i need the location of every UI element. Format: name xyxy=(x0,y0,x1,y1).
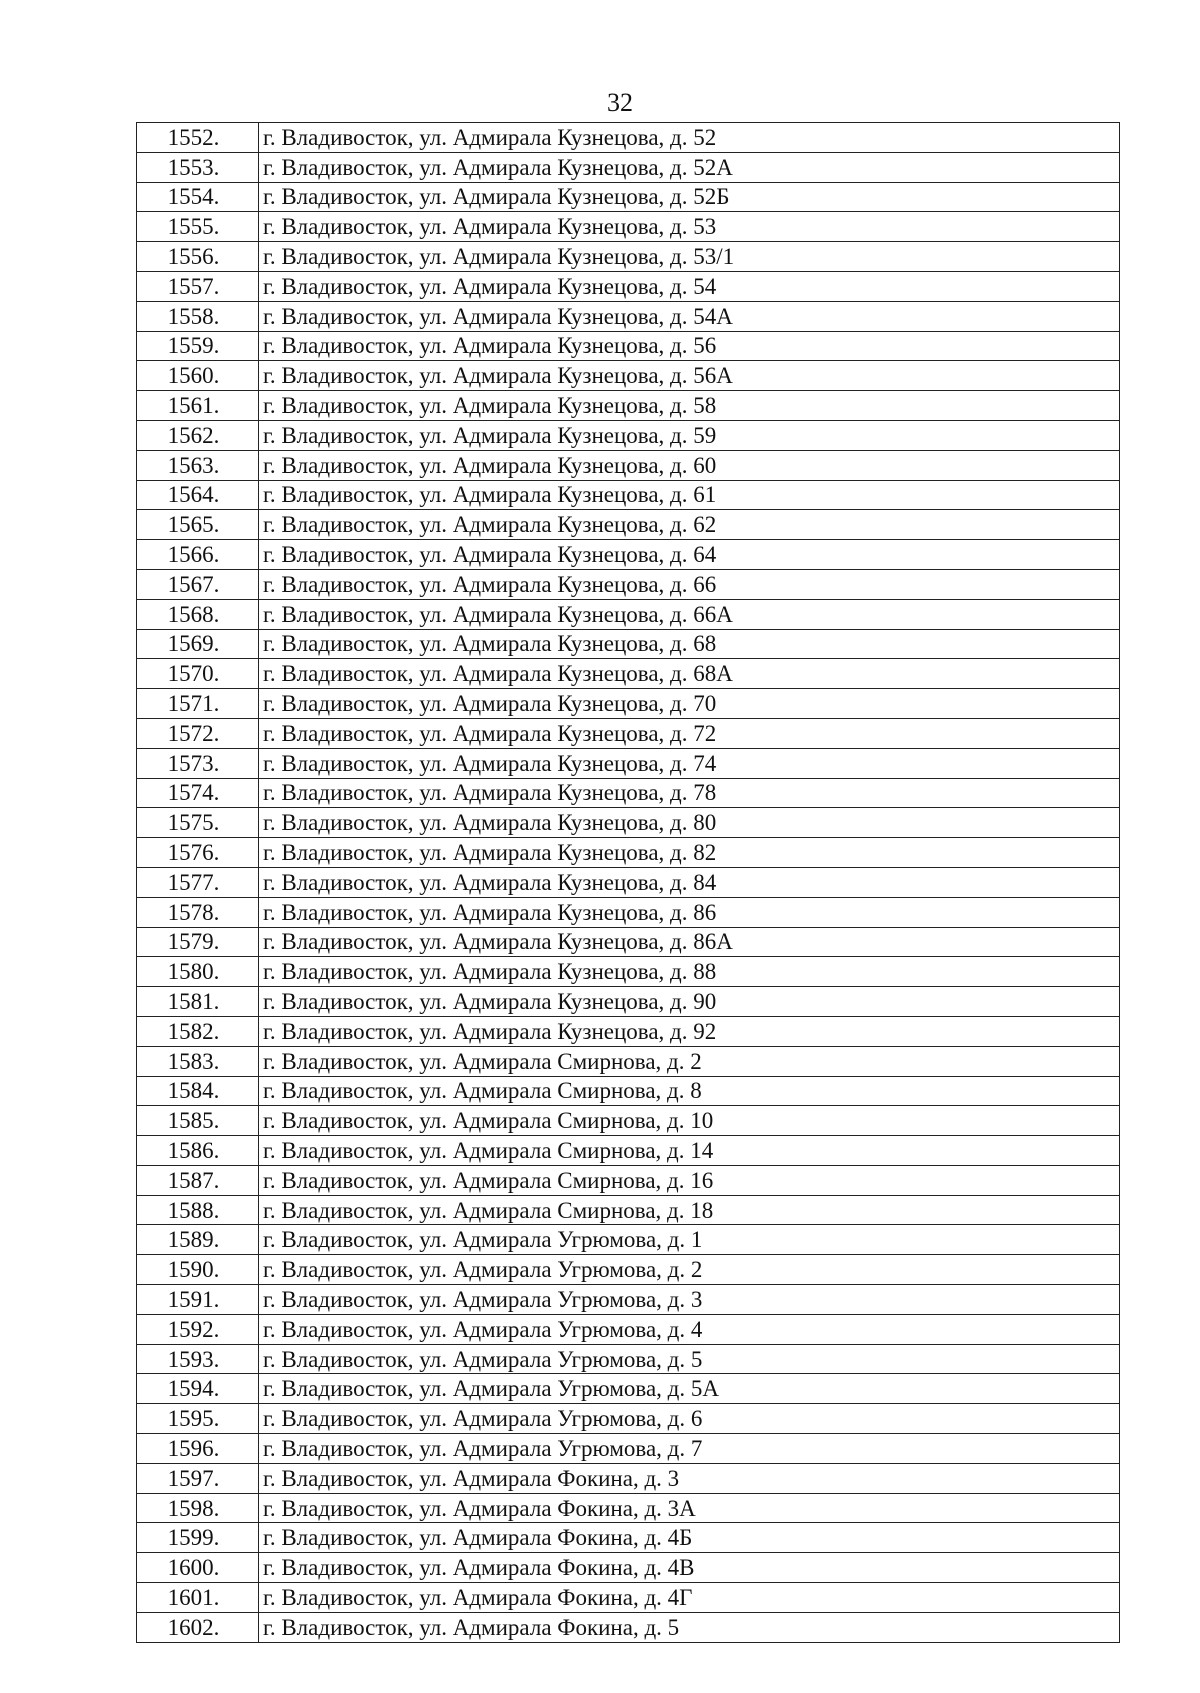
row-address: г. Владивосток, ул. Адмирала Кузнецова, д. 64 xyxy=(259,540,1120,570)
table-row xyxy=(137,1016,1120,1046)
row-address: г. Владивосток, ул. Адмирала Кузнецова, д. 56 xyxy=(259,331,1120,361)
table-row xyxy=(137,242,1120,272)
row-number: 1557. xyxy=(137,271,259,301)
table-row xyxy=(137,957,1120,987)
table-row xyxy=(137,778,1120,808)
row-number: 1602. xyxy=(137,1612,259,1642)
row-address: г. Владивосток, ул. Адмирала Кузнецова, д. 58 xyxy=(259,391,1120,421)
table-row xyxy=(137,1225,1120,1255)
row-address: г. Владивосток, ул. Адмирала Кузнецова, д. 54 xyxy=(259,271,1120,301)
page-number: 32 xyxy=(607,88,633,117)
row-address: г. Владивосток, ул. Адмирала Кузнецова, д. 56А xyxy=(259,361,1120,391)
table-row xyxy=(137,927,1120,957)
row-number: 1578. xyxy=(137,897,259,927)
row-number: 1576. xyxy=(137,838,259,868)
row-number: 1584. xyxy=(137,1076,259,1106)
row-number: 1569. xyxy=(137,629,259,659)
row-address: г. Владивосток, ул. Адмирала Кузнецова, д. 84 xyxy=(259,867,1120,897)
row-address: г. Владивосток, ул. Адмирала Кузнецова, д. 86 xyxy=(259,897,1120,927)
table-row xyxy=(137,689,1120,719)
row-address: г. Владивосток, ул. Адмирала Фокина, д. 4Б xyxy=(259,1523,1120,1553)
row-address: г. Владивосток, ул. Адмирала Фокина, д. 5 xyxy=(259,1612,1120,1642)
table-row xyxy=(137,1106,1120,1136)
table-row xyxy=(137,361,1120,391)
row-number: 1577. xyxy=(137,867,259,897)
row-number: 1560. xyxy=(137,361,259,391)
row-address: г. Владивосток, ул. Адмирала Угрюмова, д. 1 xyxy=(259,1225,1120,1255)
table-row xyxy=(137,450,1120,480)
table-row xyxy=(137,1523,1120,1553)
table-row xyxy=(137,718,1120,748)
table-row xyxy=(137,897,1120,927)
row-address: г. Владивосток, ул. Адмирала Угрюмова, д. 5А xyxy=(259,1374,1120,1404)
row-address: г. Владивосток, ул. Адмирала Фокина, д. 4В xyxy=(259,1553,1120,1583)
table-row xyxy=(137,599,1120,629)
row-address: г. Владивосток, ул. Адмирала Угрюмова, д. 2 xyxy=(259,1255,1120,1285)
row-number: 1587. xyxy=(137,1165,259,1195)
row-address: г. Владивосток, ул. Адмирала Угрюмова, д. 3 xyxy=(259,1285,1120,1315)
table-row xyxy=(137,1344,1120,1374)
table-row xyxy=(137,569,1120,599)
row-number: 1583. xyxy=(137,1046,259,1076)
row-number: 1593. xyxy=(137,1344,259,1374)
row-address: г. Владивосток, ул. Адмирала Кузнецова, д. 53 xyxy=(259,212,1120,242)
row-address: г. Владивосток, ул. Адмирала Кузнецова, д. 60 xyxy=(259,450,1120,480)
table-row xyxy=(137,1255,1120,1285)
row-number: 1563. xyxy=(137,450,259,480)
table-row xyxy=(137,1374,1120,1404)
row-number: 1575. xyxy=(137,808,259,838)
row-address: г. Владивосток, ул. Адмирала Кузнецова, д. 68А xyxy=(259,659,1120,689)
row-number: 1589. xyxy=(137,1225,259,1255)
table-row xyxy=(137,1046,1120,1076)
table-row xyxy=(137,152,1120,182)
table-row xyxy=(137,1136,1120,1166)
table-row xyxy=(137,301,1120,331)
row-number: 1568. xyxy=(137,599,259,629)
row-address: г. Владивосток, ул. Адмирала Кузнецова, д. 52А xyxy=(259,152,1120,182)
row-address: г. Владивосток, ул. Адмирала Смирнова, д. 18 xyxy=(259,1195,1120,1225)
row-number: 1582. xyxy=(137,1016,259,1046)
table-row xyxy=(137,391,1120,421)
row-address: г. Владивосток, ул. Адмирала Кузнецова, д. 53/1 xyxy=(259,242,1120,272)
row-address: г. Владивосток, ул. Адмирала Кузнецова, д. 66 xyxy=(259,569,1120,599)
row-number: 1570. xyxy=(137,659,259,689)
row-number: 1591. xyxy=(137,1285,259,1315)
row-number: 1565. xyxy=(137,510,259,540)
table-row xyxy=(137,540,1120,570)
row-address: г. Владивосток, ул. Адмирала Кузнецова, д. 80 xyxy=(259,808,1120,838)
row-address: г. Владивосток, ул. Адмирала Угрюмова, д. 7 xyxy=(259,1434,1120,1464)
address-table-body xyxy=(137,123,1120,1643)
row-number: 1573. xyxy=(137,748,259,778)
row-address: г. Владивосток, ул. Адмирала Кузнецова, д. 92 xyxy=(259,1016,1120,1046)
row-address: г. Владивосток, ул. Адмирала Кузнецова, д. 74 xyxy=(259,748,1120,778)
row-number: 1574. xyxy=(137,778,259,808)
row-number: 1572. xyxy=(137,718,259,748)
table-row xyxy=(137,808,1120,838)
row-number: 1554. xyxy=(137,182,259,212)
row-number: 1601. xyxy=(137,1583,259,1613)
row-number: 1596. xyxy=(137,1434,259,1464)
row-number: 1559. xyxy=(137,331,259,361)
row-address: г. Владивосток, ул. Адмирала Смирнова, д. 14 xyxy=(259,1136,1120,1166)
row-number: 1597. xyxy=(137,1463,259,1493)
row-number: 1571. xyxy=(137,689,259,719)
row-number: 1562. xyxy=(137,420,259,450)
table-row xyxy=(137,510,1120,540)
table-row xyxy=(137,123,1120,153)
row-address: г. Владивосток, ул. Адмирала Кузнецова, д. 68 xyxy=(259,629,1120,659)
row-number: 1566. xyxy=(137,540,259,570)
row-number: 1561. xyxy=(137,391,259,421)
table-row xyxy=(137,1195,1120,1225)
row-number: 1588. xyxy=(137,1195,259,1225)
row-number: 1600. xyxy=(137,1553,259,1583)
table-row xyxy=(137,271,1120,301)
row-number: 1590. xyxy=(137,1255,259,1285)
table-row xyxy=(137,1285,1120,1315)
row-number: 1567. xyxy=(137,569,259,599)
table-row xyxy=(137,1434,1120,1464)
row-address: г. Владивосток, ул. Адмирала Кузнецова, д. 86А xyxy=(259,927,1120,957)
table-row xyxy=(137,1583,1120,1613)
table-row xyxy=(137,420,1120,450)
row-address: г. Владивосток, ул. Адмирала Угрюмова, д. 4 xyxy=(259,1314,1120,1344)
row-number: 1556. xyxy=(137,242,259,272)
table-row xyxy=(137,867,1120,897)
table-row xyxy=(137,1493,1120,1523)
row-number: 1581. xyxy=(137,987,259,1017)
row-number: 1558. xyxy=(137,301,259,331)
address-table xyxy=(136,122,1120,1643)
row-number: 1592. xyxy=(137,1314,259,1344)
table-row xyxy=(137,182,1120,212)
row-address: г. Владивосток, ул. Адмирала Угрюмова, д. 6 xyxy=(259,1404,1120,1434)
table-row xyxy=(137,629,1120,659)
row-number: 1564. xyxy=(137,480,259,510)
row-address: г. Владивосток, ул. Адмирала Смирнова, д. 16 xyxy=(259,1165,1120,1195)
row-address: г. Владивосток, ул. Адмирала Фокина, д. 3 xyxy=(259,1463,1120,1493)
row-address: г. Владивосток, ул. Адмирала Кузнецова, д. 70 xyxy=(259,689,1120,719)
row-address: г. Владивосток, ул. Адмирала Кузнецова, д. 52 xyxy=(259,123,1120,153)
row-number: 1585. xyxy=(137,1106,259,1136)
row-address: г. Владивосток, ул. Адмирала Кузнецова, д. 61 xyxy=(259,480,1120,510)
table-row xyxy=(137,659,1120,689)
row-number: 1553. xyxy=(137,152,259,182)
table-row xyxy=(137,212,1120,242)
row-number: 1555. xyxy=(137,212,259,242)
row-address: г. Владивосток, ул. Адмирала Кузнецова, д. 88 xyxy=(259,957,1120,987)
row-address: г. Владивосток, ул. Адмирала Смирнова, д. 8 xyxy=(259,1076,1120,1106)
row-address: г. Владивосток, ул. Адмирала Кузнецова, д. 82 xyxy=(259,838,1120,868)
row-number: 1586. xyxy=(137,1136,259,1166)
table-row xyxy=(137,1404,1120,1434)
row-number: 1598. xyxy=(137,1493,259,1523)
table-row xyxy=(137,748,1120,778)
table-row xyxy=(137,838,1120,868)
row-address: г. Владивосток, ул. Адмирала Фокина, д. 3А xyxy=(259,1493,1120,1523)
row-address: г. Владивосток, ул. Адмирала Кузнецова, д. 62 xyxy=(259,510,1120,540)
table-row xyxy=(137,331,1120,361)
table-row xyxy=(137,480,1120,510)
table-row xyxy=(137,1076,1120,1106)
row-address: г. Владивосток, ул. Адмирала Смирнова, д. 10 xyxy=(259,1106,1120,1136)
table-row xyxy=(137,1165,1120,1195)
row-address: г. Владивосток, ул. Адмирала Кузнецова, д. 52Б xyxy=(259,182,1120,212)
row-number: 1580. xyxy=(137,957,259,987)
table-row xyxy=(137,1612,1120,1642)
table-row xyxy=(137,1553,1120,1583)
row-number: 1579. xyxy=(137,927,259,957)
row-address: г. Владивосток, ул. Адмирала Смирнова, д. 2 xyxy=(259,1046,1120,1076)
row-address: г. Владивосток, ул. Адмирала Угрюмова, д. 5 xyxy=(259,1344,1120,1374)
row-number: 1594. xyxy=(137,1374,259,1404)
row-number: 1599. xyxy=(137,1523,259,1553)
table-row xyxy=(137,1463,1120,1493)
row-address: г. Владивосток, ул. Адмирала Кузнецова, д. 78 xyxy=(259,778,1120,808)
table-row xyxy=(137,1314,1120,1344)
table-row xyxy=(137,987,1120,1017)
row-address: г. Владивосток, ул. Адмирала Фокина, д. 4Г xyxy=(259,1583,1120,1613)
row-address: г. Владивосток, ул. Адмирала Кузнецова, д. 54А xyxy=(259,301,1120,331)
row-number: 1595. xyxy=(137,1404,259,1434)
row-address: г. Владивосток, ул. Адмирала Кузнецова, д. 59 xyxy=(259,420,1120,450)
row-address: г. Владивосток, ул. Адмирала Кузнецова, д. 72 xyxy=(259,718,1120,748)
row-number: 1552. xyxy=(137,123,259,153)
row-address: г. Владивосток, ул. Адмирала Кузнецова, д. 90 xyxy=(259,987,1120,1017)
row-address: г. Владивосток, ул. Адмирала Кузнецова, д. 66А xyxy=(259,599,1120,629)
